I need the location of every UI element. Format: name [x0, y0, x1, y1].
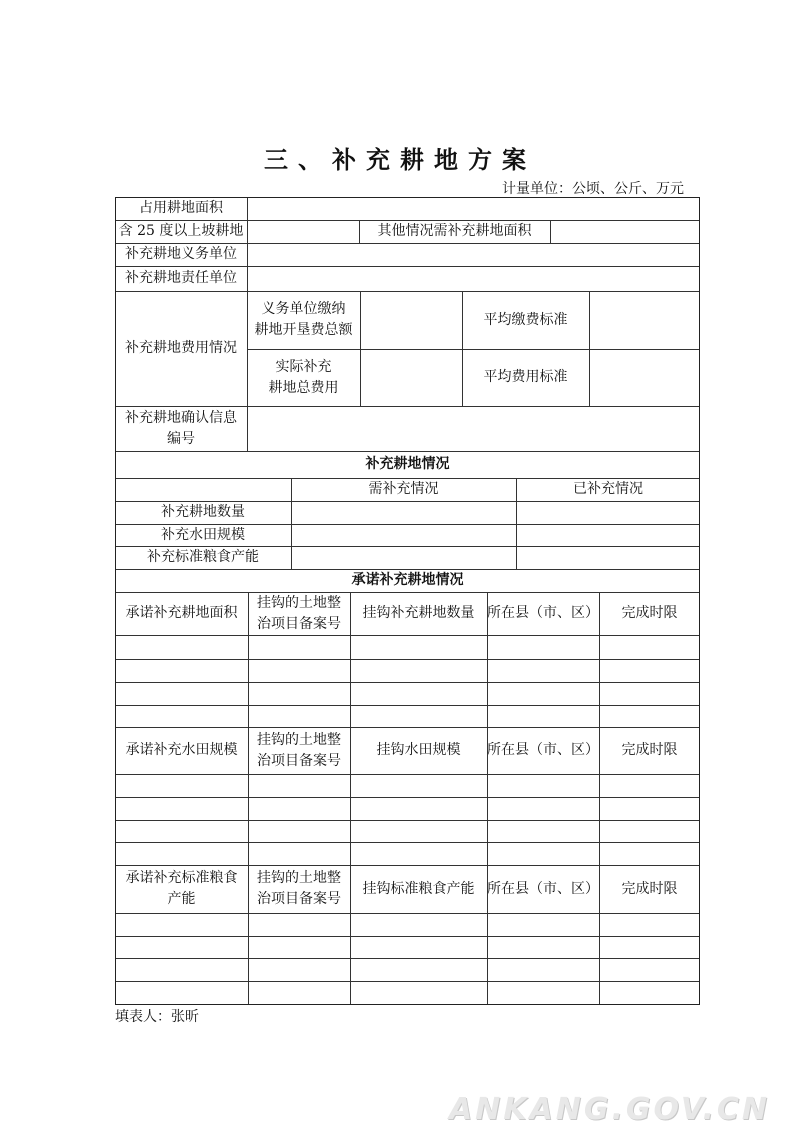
form-border [115, 197, 700, 1005]
label-paid-total: 义务单位缴纳 耕地开垦费总额 [254, 301, 353, 338]
label-cost-situation: 补充耕地费用情况 [125, 340, 237, 356]
col-done: 已补充情况 [573, 481, 643, 497]
b2-col-county: 所在县（市、区） [487, 742, 599, 758]
b3-col-county: 所在县（市、区） [487, 880, 599, 897]
b1-col-project: 挂钩的土地整 治项目备案号 [257, 594, 341, 632]
label-obligation-unit: 补充耕地义务单位 [125, 246, 237, 262]
b3-col-area: 承诺补充标准粮食 产能 [125, 870, 238, 907]
form-title: 三、补充耕地方案 [264, 145, 536, 174]
b2-col-deadline: 完成时限 [621, 742, 678, 758]
label-actual-total: 实际补充 耕地总费用 [268, 358, 339, 396]
b3-col-project: 挂钩的土地整 治项目备案号 [257, 870, 341, 907]
b3-col-deadline: 完成时限 [621, 880, 678, 897]
label-slope-25: 含 25 度以上坡耕地 [118, 223, 244, 239]
label-confirm-no: 补充耕地确认信息 编号 [125, 409, 237, 447]
unit-note: 计量单位：公顷、公斤、万元 [502, 181, 684, 197]
label-avg-cost-standard: 平均费用标准 [483, 369, 568, 385]
col-needed: 需补充情况 [368, 481, 439, 497]
b1-col-linked: 挂钩补充耕地数量 [362, 605, 475, 621]
b1-col-county: 所在县（市、区） [487, 605, 599, 621]
row-grain: 补充标准粮食产能 [147, 549, 259, 565]
b1-col-area: 承诺补充耕地面积 [125, 605, 238, 621]
label-occupied-area: 占用耕地面积 [139, 200, 223, 216]
supplement-heading: 补充耕地情况 [365, 456, 450, 472]
supplement-plan-form [115, 197, 700, 1005]
label-responsible-unit: 补充耕地责任单位 [125, 270, 237, 286]
b2-col-area: 承诺补充水田规模 [125, 742, 238, 758]
label-avg-pay-standard: 平均缴费标准 [483, 311, 568, 328]
b1-col-deadline: 完成时限 [621, 605, 678, 621]
row-quantity: 补充耕地数量 [161, 504, 245, 520]
site-watermark: ANKANG.GOV.CN [448, 1092, 770, 1127]
commit-heading: 承诺补充耕地情况 [351, 572, 464, 588]
b2-col-linked: 挂钩水田规模 [376, 742, 461, 758]
b3-col-linked: 挂钩标准粮食产能 [362, 880, 475, 897]
label-other-area: 其他情况需补充耕地面积 [377, 223, 532, 239]
b2-col-project: 挂钩的土地整 治项目备案号 [257, 731, 341, 769]
filler-label: 填表人：张昕 [115, 1009, 199, 1025]
row-paddy: 补充水田规模 [161, 526, 245, 543]
